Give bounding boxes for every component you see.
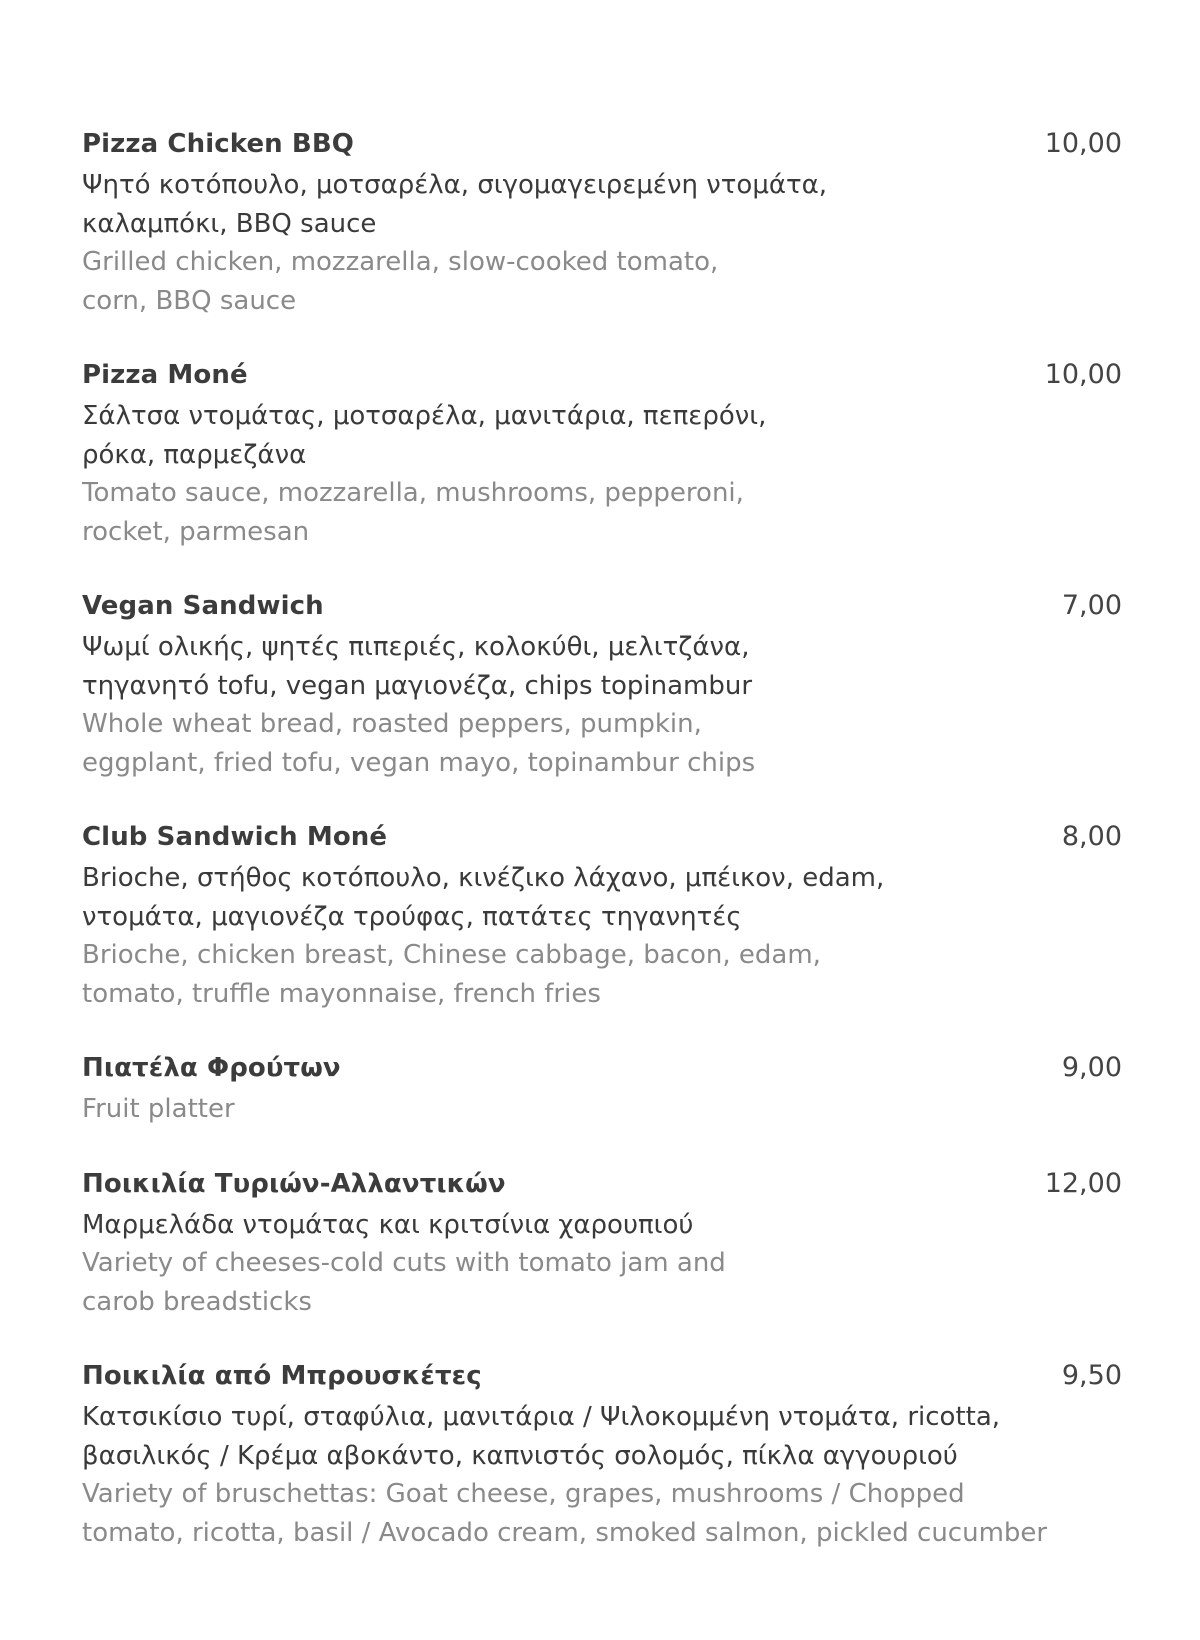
menu-item-header	[82, 1168, 1122, 1206]
item-price: 12,00	[1044, 1167, 1122, 1199]
item-description-english: corn, BBQ sauce	[82, 285, 297, 316]
menu-item	[82, 1052, 1122, 1129]
item-description-english: Brioche, chicken breast, Chinese cabbage, bacon, edam,	[82, 940, 821, 970]
item-price: 9,50	[1061, 1360, 1122, 1391]
item-price: 9,00	[1061, 1052, 1122, 1083]
item-name: Pizza Chicken BBQ	[82, 129, 354, 159]
item-description-english: tomato, ricotta, basil / Avocado cream, smoked salmon, pickled cucumber	[82, 1517, 1048, 1548]
item-description-greek: βασιλικός / Κρέμα αβοκάντο, καπνιστός σολομός, πίκλα αγγουριού	[82, 1440, 958, 1471]
item-name: Ποικιλία Τυριών-Αλλαντικών	[82, 1168, 506, 1199]
menu-item-header	[82, 128, 1122, 166]
item-price: 10,00	[1044, 128, 1122, 159]
item-description-greek: Ψωμί ολικής, ψητές πιπεριές, κολοκύθι, μελιτζάνα,	[82, 632, 750, 662]
item-description-english: carob breadsticks	[82, 1286, 312, 1317]
menu-item	[82, 1168, 1122, 1322]
item-name: Club Sandwich Moné	[82, 822, 388, 852]
menu-item-header	[82, 359, 1122, 397]
menu-item	[82, 1360, 1122, 1552]
item-description-greek: ντομάτα, μαγιονέζα τρούφας, πατάτες τηγανητές	[82, 901, 742, 932]
menu-item-header	[82, 821, 1122, 859]
item-description-english: tomato, truffle mayonnaise, french fries	[82, 978, 601, 1009]
item-description-english: Variety of cheeses-cold cuts with tomato jam and	[82, 1248, 726, 1278]
item-description-greek: Brioche, στήθος κοτόπουλο, κινέζικο λάχανο, μπέικον, edam,	[82, 863, 885, 893]
menu-item-header	[82, 590, 1122, 628]
menu-item	[82, 359, 1122, 551]
item-name: Ποικιλία από Μπρουσκέτες	[82, 1361, 482, 1391]
item-description-greek: Μαρμελάδα ντομάτας και κριτσίνια χαρουπιού	[82, 1209, 694, 1240]
item-description-greek: Κατσικίσιο τυρί, σταφύλια, μανιτάρια / Ψιλοκομμένη ντομάτα, ricotta,	[82, 1402, 1001, 1432]
item-description-english: Variety of bruschettas: Goat cheese, grapes, mushrooms / Chopped	[82, 1479, 965, 1509]
item-description-greek: ρόκα, παρμεζάνα	[82, 439, 307, 470]
menu-list	[82, 128, 1122, 1591]
item-name: Πιατέλα Φρούτων	[82, 1053, 341, 1083]
menu-item-header	[82, 1360, 1122, 1398]
item-description-english: Tomato sauce, mozzarella, mushrooms, pepperoni,	[82, 478, 744, 508]
item-description-english: Whole wheat bread, roasted peppers, pumpkin,	[82, 709, 702, 739]
menu-item	[82, 821, 1122, 1013]
item-description-greek: Σάλτσα ντομάτας, μοτσαρέλα, μανιτάρια, πεπερόνι,	[82, 401, 767, 431]
item-description-english: eggplant, fried tofu, vegan mayo, topinambur chips	[82, 747, 756, 778]
item-name: Pizza Moné	[82, 360, 248, 390]
item-name: Vegan Sandwich	[82, 591, 324, 621]
item-price: 7,00	[1061, 590, 1122, 621]
menu-item	[82, 590, 1122, 782]
item-description-greek: καλαμπόκι, BBQ sauce	[82, 208, 377, 239]
item-price: 8,00	[1061, 821, 1122, 852]
menu-item	[82, 128, 1122, 320]
menu-item-header	[82, 1052, 1122, 1090]
item-description-greek: τηγανητό tofu, vegan μαγιονέζα, chips topinambur	[82, 670, 753, 701]
item-price: 10,00	[1044, 359, 1122, 390]
item-description-english: rocket, parmesan	[82, 516, 310, 547]
item-description-greek: Ψητό κοτόπουλο, μοτσαρέλα, σιγομαγειρεμένη ντομάτα,	[82, 170, 828, 200]
item-description-english: Grilled chicken, mozzarella, slow-cooked tomato,	[82, 247, 719, 277]
item-description-english: Fruit platter	[82, 1094, 235, 1124]
